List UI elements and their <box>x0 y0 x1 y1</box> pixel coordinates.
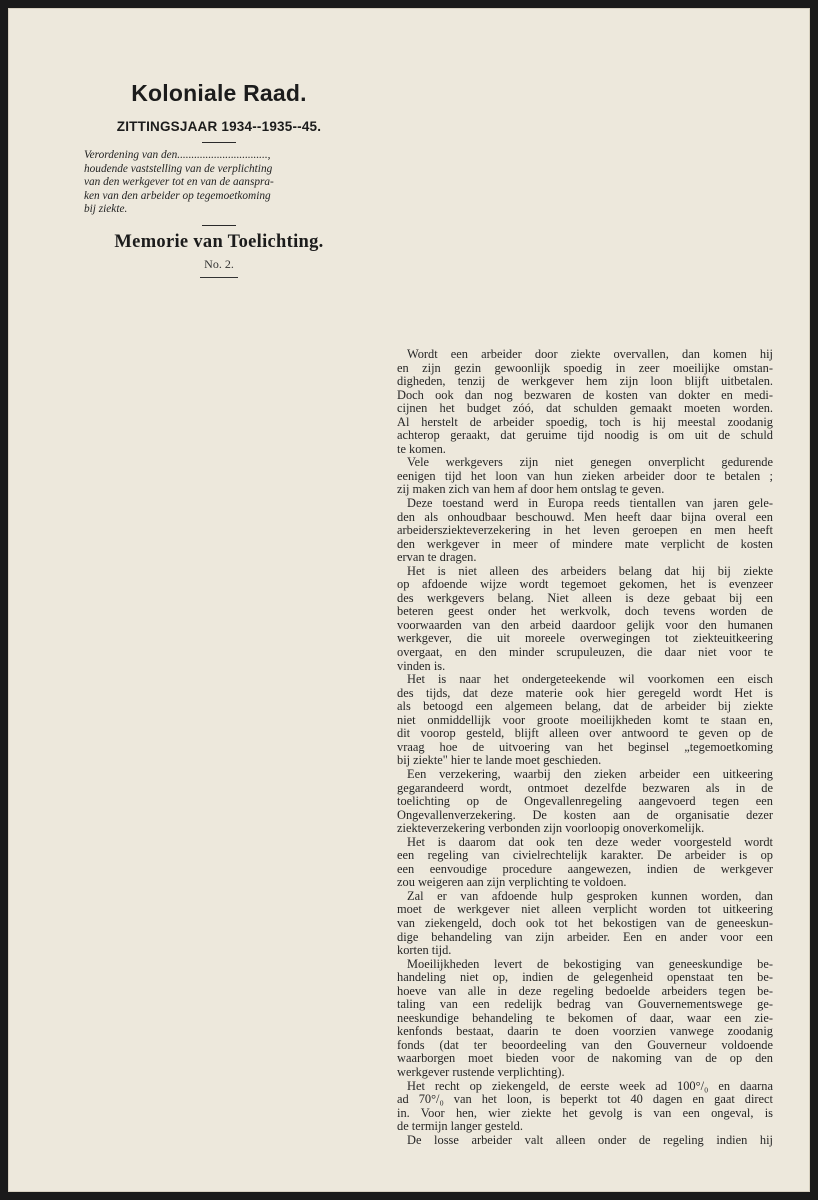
section-divider <box>202 225 236 226</box>
document-page <box>8 8 810 1192</box>
body-line: Deze toestand werd in Europa reeds tientallen van jaren gele- <box>407 496 773 511</box>
body-line: ervan te dragen. <box>397 550 477 565</box>
header-divider <box>202 142 236 143</box>
body-line: kenfonds bestaat, daarin te doen voorzien vanwege zoodanig <box>397 1024 773 1039</box>
body-line: zij maken zich van hem af door hem ontslag te geven. <box>397 482 665 497</box>
ordinance-line: houdende vaststelling van de verplichting <box>84 162 273 175</box>
session-year: ZITTINGSJAAR 1934--1935--45. <box>116 119 322 134</box>
body-line: den als onhoudbaar beschouwd. Men heeft daar bijna overal een <box>397 509 773 524</box>
body-line: waarborgen moet bieden voor de nakoming van de op den <box>397 1051 773 1066</box>
body-line: van ziekengeld, doch ook tot het bekostigen van de geneeskun- <box>397 915 773 930</box>
body-line: Vele werkgevers zijn niet genegen onverplicht gedurende <box>407 455 773 470</box>
ordinance-line: van den werkgever tot en van de aanspra- <box>84 176 274 189</box>
body-line: dige behandeling van zijn arbeider. Een en ander voor een <box>397 929 773 944</box>
ordinance-description <box>84 149 354 217</box>
body-line: voorwaarden van den arbeid daardoor gelijk voor den humanen <box>397 617 773 632</box>
body-line: des werkgevers belang. Niet alleen is deze gebaat bij een <box>397 590 773 605</box>
body-line: achterop geraakt, dat geruime tijd noodig is om uit de schuld <box>397 428 773 443</box>
body-line: gegarandeerd wordt, ontmoet dezelfde bezwaren als in de <box>397 780 773 795</box>
body-line: neeskundige behandeling te bekomen of daar, waar een zie- <box>397 1010 773 1025</box>
ordinance-line: Verordening van den................................, <box>84 149 271 161</box>
body-line: Zal er van afdoende hulp gesproken kunnen worden, dan <box>407 888 773 903</box>
document-header <box>84 80 354 278</box>
ordinance-line: ken van den arbeider op tegemoetkoming <box>84 189 271 202</box>
body-line: korten tijd. <box>397 943 452 958</box>
body-line: digheden, tenzij de werkgever hem zijn loon blijft uitbetalen. <box>397 374 773 389</box>
council-title: Koloniale Raad. <box>131 80 307 106</box>
body-line: de termijn langer gesteld. <box>397 1119 523 1134</box>
body-line: in. Voor hen, wier ziekte het gevolg is van een ongeval, is <box>397 1105 773 1120</box>
body-line: overgaat, en den minder scrupuleuzen, die daar niet voor te <box>397 645 773 660</box>
body-line: taling van een redelijk bedrag van Gouvernementswege ge- <box>397 997 773 1012</box>
body-line: niet onmiddellijk voor groote moeilijkheden komt te staan en, <box>397 712 773 727</box>
body-line: Het recht op ziekengeld, de eerste week ad 100°/₀ en daarna <box>407 1078 773 1093</box>
body-line: cijnen het budget zóó, dat schulden gemaakt moeten worden. <box>397 401 773 416</box>
body-line: des tijds, dat deze materie ook hier geregeld wordt Het is <box>397 685 773 700</box>
body-line: moet de werkgever niet alleen verplicht worden tot uitkeering <box>397 902 773 917</box>
body-line: toelichting op de Ongevallenregeling aangevoerd tegen een <box>397 794 773 809</box>
body-line: Het is naar het ondergeteekende wil voorkomen een eisch <box>407 672 773 687</box>
body-line: bij ziekte" hier te lande moet geschieden. <box>397 753 602 768</box>
body-line: Ongevallenverzekering. De kosten aan de organisatie dezer <box>397 807 773 822</box>
number-underline <box>200 277 238 278</box>
body-line: den werkgever in meer of mindere mate verplicht de kosten <box>397 536 773 551</box>
body-line: beteren geest onder het werkvolk, doch tevens worden de <box>397 604 773 619</box>
body-line: vraag hoe de uitvoering van het beginsel „tegemoetkoming <box>397 739 773 754</box>
body-line: te komen. <box>397 441 446 456</box>
body-line: vinden is. <box>397 658 446 673</box>
body-line: zou weigeren aan zijn verplichting te voldoen. <box>397 875 627 890</box>
body-line: werkgever, die uit moreele overwegingen tot ziekteuitkeering <box>397 631 773 646</box>
body-line: Een verzekering, waarbij den zieken arbeider een uitkeering <box>407 766 773 781</box>
body-line: Al herstelt de arbeider spoedig, toch is hij meestal zoodanig <box>397 414 773 429</box>
ordinance-line: bij ziekte. <box>84 203 128 216</box>
body-line: ziekteverzekering verbonden zijn voorloopig onoverkomelijk. <box>397 821 705 836</box>
document-number: No. 2. <box>204 256 234 271</box>
body-line: een eenvoudige procedure aangewezen, indien de werkgever <box>397 861 773 876</box>
body-line: arbeidersziekteverzekering in het leven geroepen en men heeft <box>397 523 773 538</box>
body-line: dit voorop gesteld, blijft alleen over antwoord te geven op de <box>397 726 773 741</box>
body-line: ad 70°/₀ van het loon, is beperkt tot 40 dagen en gaat direct <box>397 1092 773 1107</box>
explanatory-memorandum-body <box>397 348 773 1147</box>
body-line: eenigen tijd het loon van hun zieken arbeider door te betalen ; <box>397 468 773 483</box>
bleed-through-text <box>406 116 776 129</box>
body-line: fonds (dat ter beoordeeling van den Gouverneur voldoende <box>397 1037 773 1052</box>
body-line: Wordt een arbeider door ziekte overvallen, dan komen hij <box>407 347 773 361</box>
body-line: op afdoende wijze wordt tegemoet gekomen, het is evenzeer <box>397 577 773 592</box>
body-line: De losse arbeider valt alleen onder de regeling indien hij <box>407 1132 773 1147</box>
body-line: werkgever rustende verplichting). <box>397 1064 565 1079</box>
body-line: Doch ook dan nog bezwaren de kosten van dokter en medi- <box>397 387 773 402</box>
body-line: hoeve van alle in deze regeling bedoelde arbeiders tegen be- <box>397 983 773 998</box>
body-line: en zijn gezin gewoonlijk spoedig in zeer moeilijke omstan- <box>397 360 773 375</box>
body-line: een regeling van civielrechtelijk karakter. De arbeider is op <box>397 848 773 863</box>
body-line: Het is daarom dat ook ten deze weder voorgesteld wordt <box>407 834 773 849</box>
body-line: handeling niet op, indien de gelegenheid openstaat ten be- <box>397 970 773 985</box>
body-line: Het is niet alleen des arbeiders belang dat hij bij ziekte <box>407 563 773 578</box>
body-line: als betoogd een algemeen belang, dat de arbeider bij ziekte <box>397 699 773 714</box>
body-line: Moeilijkheden levert de bekostiging van geneeskundige be- <box>407 956 773 971</box>
memorie-heading: Memorie van Toelichting. <box>114 231 324 252</box>
